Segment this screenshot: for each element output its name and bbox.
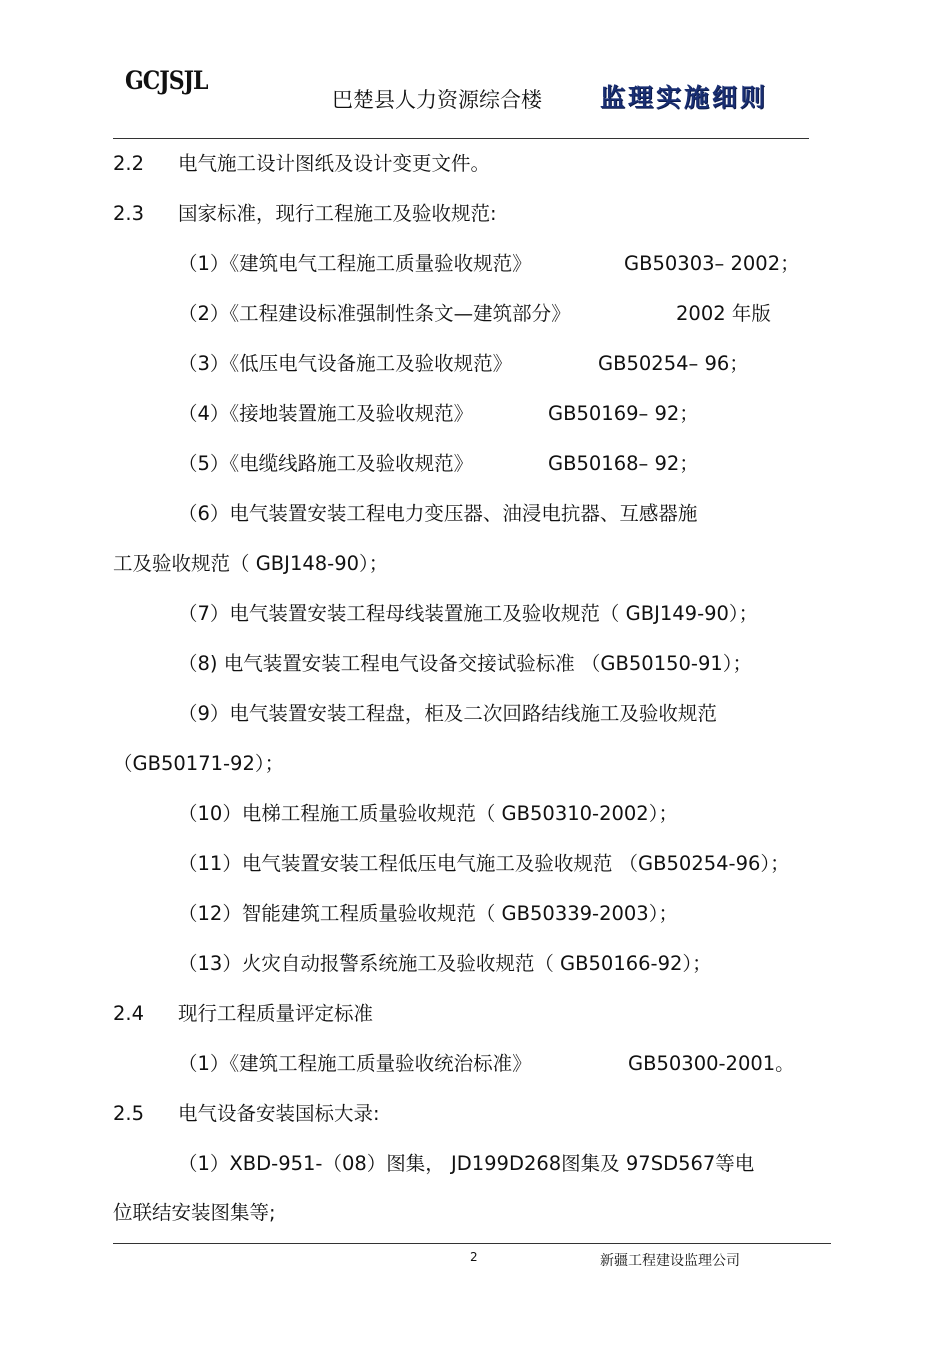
item-code: GB50169– 92；: [548, 402, 699, 425]
item-title: （5）《电缆线路施工及验收规范》: [178, 452, 474, 475]
item-text: （6）电气装置安装工程电力变压器、油浸电抗器、互感器施: [178, 502, 698, 525]
section-text: 现行工程质量评定标准: [178, 1002, 374, 1025]
item-text: 位联结安装图集等;: [113, 1201, 276, 1224]
item-code: GB50300-2001。: [628, 1052, 795, 1075]
item-text: （7）电气装置安装工程母线装置施工及验收规范（ GBJ149-90）；: [178, 602, 759, 625]
item-text: （12）智能建筑工程质量验收规范（ GB50339-2003）；: [178, 902, 678, 925]
item-text: （1）XBD-951-（08）图集， JD199D268图集及 97SD567等电: [178, 1152, 755, 1175]
item-title: （3）《低压电气设备施工及验收规范》: [178, 352, 513, 375]
item-code: GB50303– 2002；: [624, 252, 800, 275]
item-text: 工及验收规范（ GBJ148-90）；: [113, 552, 389, 575]
section-number: 2.4: [113, 1002, 145, 1025]
header-rule: [113, 138, 809, 139]
item-code: 2002 年版: [676, 302, 771, 325]
company-logo: GCJSJL: [125, 66, 208, 96]
item-title: （4）《接地装置施工及验收规范》: [178, 402, 474, 425]
section-number: 2.5: [113, 1102, 145, 1125]
item-title: （1）《建筑电气工程施工质量验收规范》: [178, 252, 532, 275]
footer-company-name: 新疆工程建设监理公司: [600, 1253, 740, 1269]
item-text: （10）电梯工程施工质量验收规范（ GB50310-2002）；: [178, 802, 678, 825]
header-project-name: 巴楚县人力资源综合楼: [332, 88, 542, 112]
section-text: 电气施工设计图纸及设计变更文件。: [178, 152, 491, 175]
item-text: （8) 电气装置安装工程电气设备交接试验标准 （GB50150-91）；: [178, 652, 753, 675]
item-code: GB50168– 92；: [548, 452, 699, 475]
header-document-title: 监理实施细则: [600, 83, 769, 112]
item-title: （2）《工程建设标准强制性条文—建筑部分》: [178, 302, 571, 325]
section-text: 电气设备安装国标大录:: [178, 1102, 380, 1125]
item-title: （1）《建筑工程施工质量验收统治标准》: [178, 1052, 532, 1075]
section-text: 国家标准，现行工程施工及验收规范:: [178, 202, 497, 225]
item-text: （9）电气装置安装工程盘，柜及二次回路结线施工及验收规范: [178, 702, 717, 725]
item-code: GB50254– 96；: [598, 352, 749, 375]
page-number: 2: [470, 1250, 478, 1264]
item-text: （11）电气装置安装工程低压电气施工及验收规范 （GB50254-96）；: [178, 852, 790, 875]
footer-rule: [113, 1243, 831, 1244]
item-text: （13）火灾自动报警系统施工及验收规范（ GB50166-92）；: [178, 952, 712, 975]
section-number: 2.2: [113, 152, 145, 175]
section-number: 2.3: [113, 202, 145, 225]
item-text: （GB50171-92）；: [113, 752, 285, 775]
